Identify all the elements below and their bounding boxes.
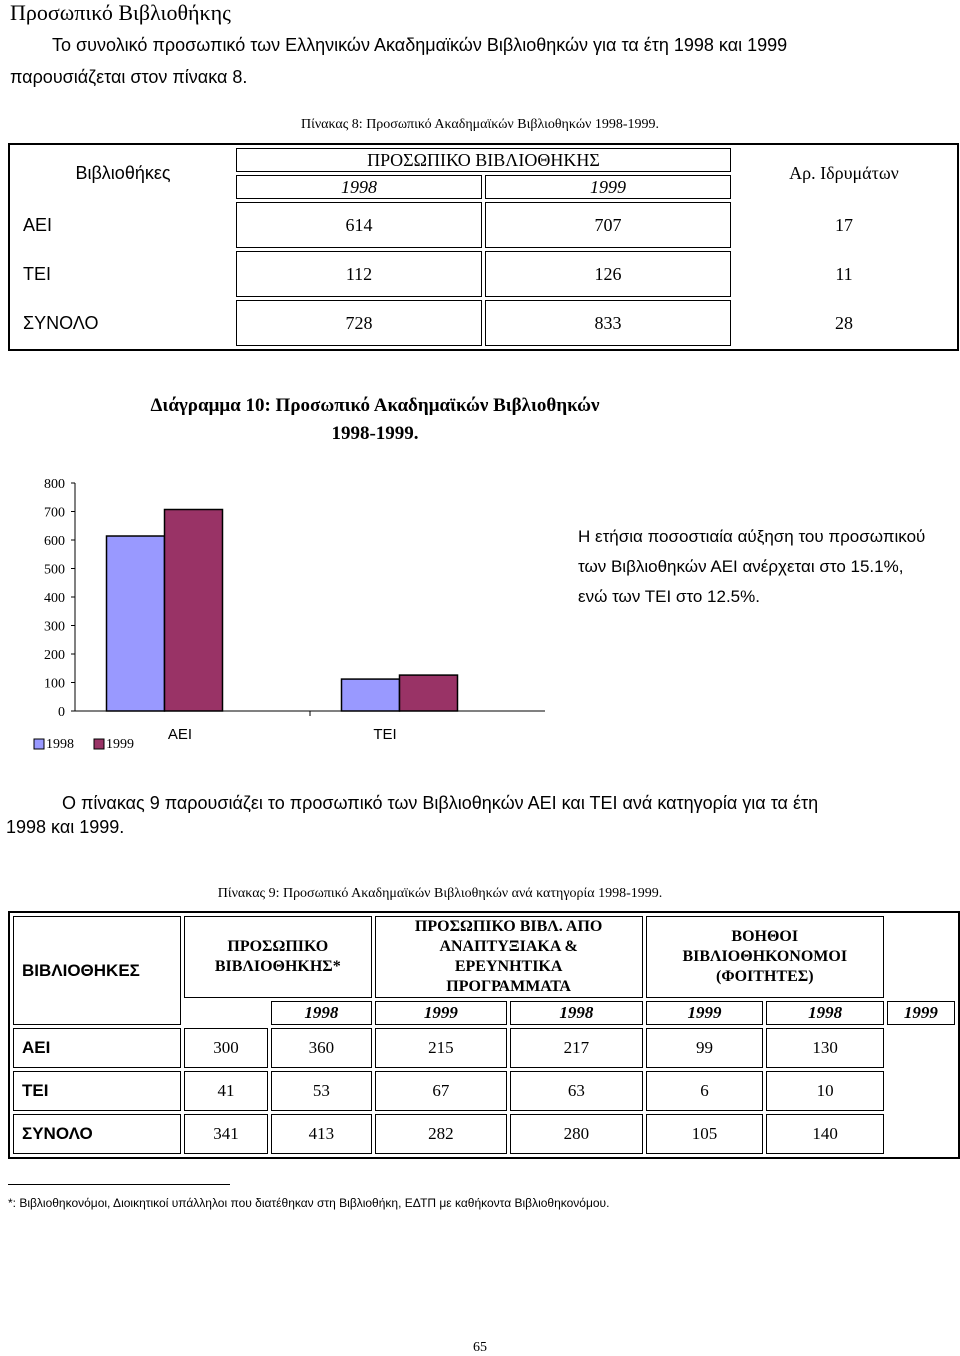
table9-year: 1998 — [766, 1001, 884, 1025]
table9-cell: 10 — [766, 1071, 884, 1111]
table8-cell: 28 — [835, 312, 853, 333]
table8-header-1999: 1999 — [485, 175, 731, 199]
table9-cell: 41 — [184, 1071, 268, 1111]
table8-cell: 833 — [485, 300, 731, 346]
chart-title-line1: Διάγραμμα 10: Προσωπικό Ακαδημαϊκών Βιβλιοθηκών — [150, 395, 600, 416]
chart-plot — [34, 477, 545, 752]
table8-row-label: ΑΕΙ — [23, 214, 53, 235]
table9-cell: 217 — [510, 1028, 643, 1068]
table9-year-spacer — [184, 1001, 268, 1025]
table8-row — [13, 202, 954, 248]
table9-cell: 67 — [375, 1071, 508, 1111]
bar-chart — [0, 465, 560, 765]
table9-cell: 280 — [510, 1114, 643, 1154]
bar — [400, 675, 458, 711]
chart-title — [95, 392, 655, 448]
para2-line2: 1998 και 1999. — [6, 817, 125, 837]
x-tick-label: ΤΕΙ — [373, 726, 397, 743]
table9-cell: 53 — [271, 1071, 372, 1111]
table9-year: 1999 — [887, 1001, 955, 1025]
table8-caption: Πίνακας 8: Προσωπικό Ακαδημαϊκών Βιβλιοθηκών 1998-1999. — [300, 117, 660, 132]
table8-row-label: ΣΥΝΟΛΟ — [23, 312, 99, 333]
x-tick-label: ΑΕΙ — [167, 726, 193, 743]
table9-header-libraries: ΒΙΒΛΙΟΘΗΚΕΣ — [13, 916, 181, 1025]
legend-label: 1998 — [46, 737, 74, 752]
y-tick-label: 400 — [44, 591, 65, 606]
table8-cell: 707 — [485, 202, 731, 248]
table8-row — [13, 300, 954, 346]
table9-cell: 300 — [184, 1028, 268, 1068]
table8-cell: 126 — [485, 251, 731, 297]
chart-annotation-line1: Η ετήσια ποσοστιαία αύξηση του προσωπικού — [578, 527, 926, 546]
table9-row-label: ΑΕΙ — [13, 1028, 181, 1068]
table9-cell: 130 — [766, 1028, 884, 1068]
bar — [107, 536, 165, 711]
y-tick-label: 300 — [44, 619, 65, 635]
table8-cell: 11 — [835, 263, 853, 284]
table8-header-institutions: Αρ. Ιδρυμάτων — [789, 163, 899, 183]
table9-cell: 6 — [646, 1071, 764, 1111]
table9-cell: 63 — [510, 1071, 643, 1111]
chart-annotation-line2: των Βιβλιοθηκών ΑΕΙ ανέρχεται στο 15.1%, — [578, 557, 904, 576]
page-heading: Προσωπικό Βιβλιοθήκης — [10, 0, 231, 25]
y-tick-label: 500 — [44, 562, 65, 578]
table9-row — [13, 1071, 955, 1111]
table9-cell: 140 — [766, 1114, 884, 1154]
table9-cell: 360 — [271, 1028, 372, 1068]
intro-paragraph-line1: Το συνολικό προσωπικό των Ελληνικών Ακαδημαϊκών Βιβλιοθηκών για τα έτη 1998 και 1999 — [52, 35, 788, 55]
table8-row-label: ΤΕΙ — [23, 263, 52, 284]
table9-header-assistants-l3: (ΦΟΙΤΗΤΕΣ) — [716, 968, 814, 985]
table8-cell: 17 — [835, 214, 853, 235]
table9-year: 1998 — [510, 1001, 643, 1025]
legend-swatch — [94, 739, 104, 749]
table9-year: 1999 — [375, 1001, 508, 1025]
table9-cell: 341 — [184, 1114, 268, 1154]
y-tick-label: 100 — [44, 676, 65, 692]
table9-header-programs-l1: ΠΡΟΣΩΠΙΚΟ ΒΙΒΛ. ΑΠΟ — [414, 918, 603, 935]
table8-cell: 728 — [236, 300, 482, 346]
table8-header-staff: ΠΡΟΣΩΠΙΚΟ ΒΙΒΛΙΟΘΗΚΗΣ — [236, 148, 731, 172]
footnote-divider — [8, 1184, 230, 1185]
table8-cell: 614 — [236, 202, 482, 248]
para2-line1: Ο πίνακας 9 παρουσιάζει το προσωπικό των Βιβλιοθηκών ΑΕΙ και ΤΕΙ ανά κατηγορία για τα έτη — [62, 793, 819, 813]
legend-label: 1999 — [106, 737, 134, 752]
table9-header-assistants-l1: ΒΟΗΘΟΙ — [731, 928, 799, 945]
table9-header-programs-l2: ΑΝΑΠΤΥΞΙΑΚΑ & — [439, 938, 578, 955]
table9-row-label: ΣΥΝΟΛΟ — [13, 1114, 181, 1154]
table9-header-programs-l3: ΕΡΕΥΝΗΤΙΚΑ — [454, 958, 563, 975]
table9-cell: 282 — [375, 1114, 508, 1154]
table9-header-staff — [184, 916, 372, 998]
table9-year: 1999 — [646, 1001, 764, 1025]
table8 — [8, 143, 959, 351]
table9-row — [13, 1114, 955, 1154]
table9-header-assistants-l2: ΒΙΒΛΙΟΘΗΚΟΝΟΜΟΙ — [682, 948, 848, 965]
bar — [165, 510, 223, 711]
page-number: 65 — [473, 1340, 487, 1355]
y-tick-label: 700 — [44, 505, 65, 521]
table9-caption: Πίνακας 9: Προσωπικό Ακαδημαϊκών Βιβλιοθηκών ανά κατηγορία 1998-1999. — [217, 886, 663, 901]
table9-header-staff-l1: ΠΡΟΣΩΠΙΚΟ — [227, 938, 329, 955]
table9-cell: 105 — [646, 1114, 764, 1154]
y-tick-label: 800 — [44, 477, 65, 492]
table9-header-programs — [375, 916, 643, 998]
table8-header-1998: 1998 — [236, 175, 482, 199]
table8-row — [13, 251, 954, 297]
table9 — [8, 911, 960, 1159]
table9-row — [13, 1028, 955, 1068]
y-tick-label: 600 — [44, 534, 65, 549]
y-tick-label: 0 — [58, 705, 65, 720]
table9-header-programs-l4: ΠΡΟΓΡΑΜΜΑΤΑ — [446, 978, 571, 995]
table9-cell: 413 — [271, 1114, 372, 1154]
table9-header-staff-l2: ΒΙΒΛΙΟΘΗΚΗΣ* — [214, 958, 341, 975]
legend-swatch — [34, 739, 44, 749]
table9-year: 1998 — [271, 1001, 372, 1025]
bar — [342, 679, 400, 711]
table8-header-libraries: Βιβλιοθήκες — [75, 163, 171, 183]
y-tick-label: 200 — [44, 648, 65, 663]
chart-annotation-line3: ενώ των ΤΕΙ στο 12.5%. — [578, 587, 760, 606]
chart-title-line2: 1998-1999. — [331, 423, 419, 444]
chart-annotation — [578, 522, 958, 612]
table9-cell: 99 — [646, 1028, 764, 1068]
table9-cell: 215 — [375, 1028, 508, 1068]
table8-cell: 112 — [236, 251, 482, 297]
intro-paragraph-line2: παρουσιάζεται στον πίνακα 8. — [10, 67, 248, 87]
table9-row-label: ΤΕΙ — [13, 1071, 181, 1111]
table9-header-assistants — [646, 916, 884, 998]
footnote: *: Βιβλιοθηκονόμοι, Διοικητικοί υπάλληλοι που διατέθηκαν στη Βιβλιοθήκη, ΕΔΤΠ με καθήκοντα Βιβλιοθηκονόμου. — [8, 1196, 610, 1210]
